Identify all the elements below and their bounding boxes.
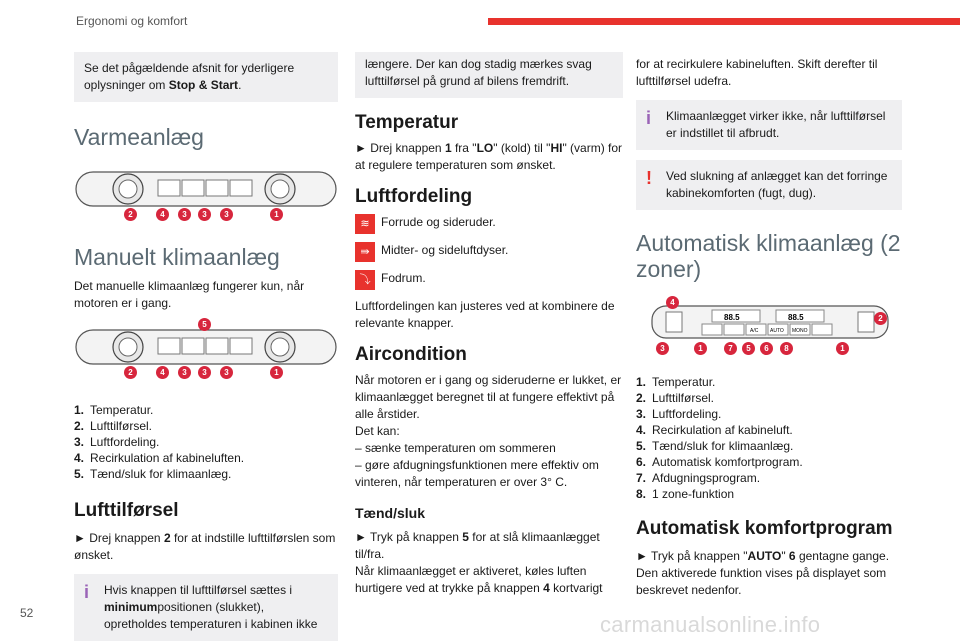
list-item: 3. Luftfordeling. — [74, 435, 160, 449]
callout-badge: 5 — [742, 342, 755, 355]
note-text: Se det pågældende afsnit for yderligere oplysninger om — [84, 61, 295, 92]
heading-automatic: Automatisk klimaanlæg (2 zoner) — [636, 230, 901, 282]
callout-badge: 4 — [156, 366, 169, 379]
list-item: ⇛ Midter- og sideluftdyser. — [355, 242, 623, 262]
list-item: 4. Recirkulation af kabineluft. — [636, 423, 793, 437]
list-item: 8. 1 zone-funktion — [636, 487, 735, 501]
automatic-legend-list — [636, 374, 902, 502]
callout-badge: 6 — [760, 342, 773, 355]
callout-badge: 2 — [124, 366, 137, 379]
air-instruction: ► Drej knappen 2 for at indstille lufttilførslen som ønsket. — [74, 531, 336, 562]
callout-badge: 3 — [178, 208, 191, 221]
vent-icon: ⇛ — [355, 242, 375, 262]
callout-badge: 3 — [198, 208, 211, 221]
windscreen-icon: ≋ — [355, 214, 375, 234]
list-item: 5. Tænd/sluk for klimaanlæg. — [636, 439, 794, 453]
ac-button-label: A/C — [750, 328, 759, 334]
list-item: 2. Lufttilførsel. — [636, 391, 715, 405]
heading-on-off: Tænd/sluk — [355, 505, 426, 521]
continued-text: for at recirkulere kabineluften. Skift derefter til lufttilførsel udefra. — [636, 57, 878, 88]
callout-badge: 1 — [694, 342, 707, 355]
callout-badge: 2 — [874, 312, 887, 325]
info-box: i Klimaanlægget virker ikke, når lufttilførsel er indstillet til afbrudt. — [636, 100, 902, 150]
callout-badge: 8 — [780, 342, 793, 355]
heading-temperature: Temperatur — [355, 112, 459, 133]
info-icon: i — [84, 582, 90, 602]
continued-text: længere. Der kan dog stadig mærkes svag lufttilførsel på grund af bilens fremdrift. — [365, 57, 592, 88]
callout-badge: 3 — [656, 342, 669, 355]
heading-heating: Varmeanlæg — [74, 124, 204, 150]
manual-text: Det manuelle klimaanlæg fungerer kun, når motoren er i gang. — [74, 279, 305, 310]
heading-comfort-program: Automatisk komfortprogram — [636, 518, 893, 539]
heading-aircondition: Aircondition — [355, 344, 467, 365]
warning-icon: ! — [646, 168, 652, 188]
heating-panel-drawing — [74, 168, 338, 212]
distribution-text: Luftfordelingen kan justeres ved at kombinere de relevante knapper. — [355, 299, 615, 330]
heading-air-distribution: Luftfordeling — [355, 186, 473, 207]
list-item: ⤵ Fodrum. — [355, 270, 623, 290]
callout-badge: 3 — [198, 366, 211, 379]
manual-panel-diagram — [74, 320, 338, 384]
air-info-box: i Hvis knappen til lufttilførsel sættes i minimumpositionen (slukket), opretholdes temperaturen i kabinen ikke — [74, 574, 338, 641]
ac-intro: Det kan: — [355, 424, 400, 438]
auto-button-label: AUTO — [770, 328, 784, 334]
display-right: 88.5 — [788, 313, 804, 322]
onoff-instruction: ► Tryk på knappen 5 for at slå klimaanlægget til/fra. — [355, 530, 600, 561]
callout-badge: 4 — [666, 296, 679, 309]
callout-badge: 1 — [270, 208, 283, 221]
onoff-paragraph: Når klimaanlægget er aktiveret, køles luften hurtigere ved at trykke på knappen 4 kortvarigt — [355, 564, 603, 595]
list-item: 7. Afdugningsprogram. — [636, 471, 761, 485]
callout-badge: 1 — [836, 342, 849, 355]
distribution-list — [355, 214, 623, 290]
manual-legend-list — [74, 402, 338, 482]
heading-air-supply: Lufttilførsel — [74, 500, 179, 521]
mono-button-label: MONO — [792, 328, 808, 334]
ac-dash-1: – sænke temperaturen om sommeren — [355, 441, 556, 455]
callout-badge: 2 — [124, 208, 137, 221]
reference-note — [74, 52, 338, 102]
continued-info-box — [355, 52, 623, 98]
callout-badge: 7 — [724, 342, 737, 355]
callout-badge: 3 — [220, 366, 233, 379]
list-item: 6. Automatisk komfortprogram. — [636, 455, 803, 469]
list-item: 5. Tænd/sluk for klimaanlæg. — [74, 467, 232, 481]
heating-panel-diagram — [74, 168, 338, 228]
callout-badge: 4 — [156, 208, 169, 221]
automatic-panel-diagram — [636, 300, 902, 360]
column-2 — [355, 52, 623, 597]
ac-dash-2: – gøre afdugningsfunktionen mere effektiv om vinteren, når temperaturen er over 3° C. — [355, 458, 599, 489]
note-suffix: . — [238, 78, 242, 92]
note-bold: Stop & Start — [168, 78, 239, 92]
list-item: 4. Recirkulation af kabineluften. — [74, 451, 245, 465]
callout-badge: 5 — [198, 318, 211, 331]
footwell-icon: ⤵ — [355, 270, 375, 290]
callout-badge: 1 — [270, 366, 283, 379]
temp-instruction: ► Drej knappen 1 fra "LO" (kold) til "HI" (varm) for at regulere temperaturen som ønsket. — [355, 141, 623, 172]
comfort-instruction: ► Tryk på knappen "AUTO" 6 gentagne gange. Den aktiverede funktion vises på displayet som beskrevet nedenfor. — [636, 549, 890, 597]
header-title: Ergonomi og komfort — [76, 14, 188, 28]
column-3 — [636, 52, 902, 599]
list-item: 1. Temperatur. — [74, 403, 154, 417]
warning-box: ! Ved slukning af anlægget kan det forringe kabinekomforten (fugt, dug). — [636, 160, 902, 210]
page-number: 52 — [20, 606, 34, 620]
header-accent-bar — [488, 18, 960, 25]
ac-paragraph: Når motoren er i gang og sideruderne er lukket, er klimaanlægget beregnet til at fungere effektivt på alle årstider. — [355, 373, 622, 421]
list-item: 3. Luftfordeling. — [636, 407, 722, 421]
callout-badge: 3 — [220, 208, 233, 221]
display-left: 88.5 — [724, 313, 740, 322]
list-item: ≋ Forrude og sideruder. — [355, 214, 623, 234]
info-icon: i — [646, 108, 652, 128]
list-item: 1. Temperatur. — [636, 375, 716, 389]
callout-badge: 3 — [178, 366, 191, 379]
list-item: 2. Lufttilførsel. — [74, 419, 153, 433]
watermark: carmanualsonline.info — [600, 612, 821, 637]
column-1 — [74, 52, 338, 641]
heading-manual: Manuelt klimaanlæg — [74, 244, 280, 270]
